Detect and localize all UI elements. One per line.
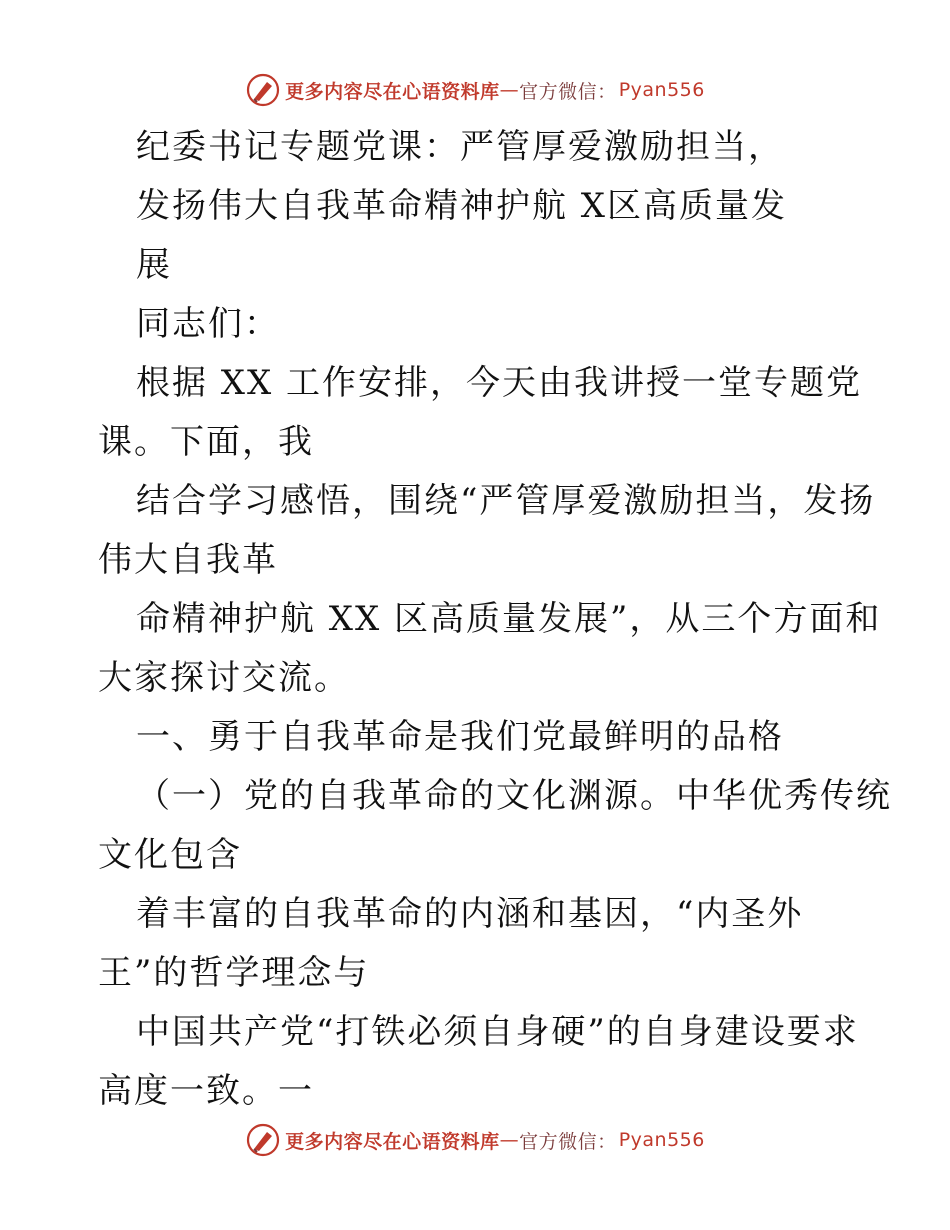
- section-heading: 一、勇于自我革命是我们党最鲜明的品格: [136, 717, 784, 757]
- title-line-2: 发扬伟大自我革命精神护航 X区高质量发: [136, 186, 788, 226]
- pen-logo-icon: [245, 1122, 281, 1158]
- banner-dash: —: [499, 79, 520, 101]
- paragraph-line: 结合学习感悟，围绕“严管厚爱激励担当，发扬: [136, 481, 876, 521]
- paragraph-line: （一）党的自我革命的文化渊源。中华优秀传统: [136, 776, 892, 816]
- paragraph-line: 伟大自我革: [98, 540, 278, 580]
- paragraph-line: 着丰富的自我革命的内涵和基因，“内圣外: [136, 894, 804, 934]
- title-line-1: 纪委书记专题党课：严管厚爱激励担当，: [136, 127, 784, 167]
- pen-logo-icon: [245, 72, 281, 108]
- document-body: [98, 118, 892, 1121]
- footer-watermark-banner: [0, 1120, 950, 1160]
- banner-wechat-id: Pyan556: [618, 1129, 705, 1151]
- banner-main-text: 更多内容尽在心语资料库: [285, 1130, 500, 1153]
- banner-main-text: 更多内容尽在心语资料库: [285, 80, 500, 103]
- banner-dash: —: [499, 1129, 520, 1151]
- banner-sub-text: 官方微信：: [519, 1130, 617, 1153]
- header-watermark-banner: [0, 70, 950, 110]
- paragraph-line: 根据 XX 工作安排，今天由我讲授一堂专题党: [136, 363, 863, 403]
- banner-sub-text: 官方微信：: [519, 80, 617, 103]
- title-line-3: 展: [136, 245, 172, 285]
- paragraph-line: 王”的哲学理念与: [98, 953, 370, 993]
- paragraph-line: 文化包含: [98, 835, 242, 875]
- paragraph-line: 高度一致。一: [98, 1071, 314, 1111]
- paragraph-line: 命精神护航 XX 区高质量发展”，从三个方面和: [136, 599, 882, 639]
- paragraph-line: 课。下面，我: [98, 422, 314, 462]
- banner-wechat-id: Pyan556: [618, 79, 705, 101]
- salutation: 同志们：: [136, 304, 280, 344]
- paragraph-line: 中国共产党“打铁必须自身硬”的自身建设要求: [136, 1012, 859, 1052]
- paragraph-line: 大家探讨交流。: [98, 658, 350, 698]
